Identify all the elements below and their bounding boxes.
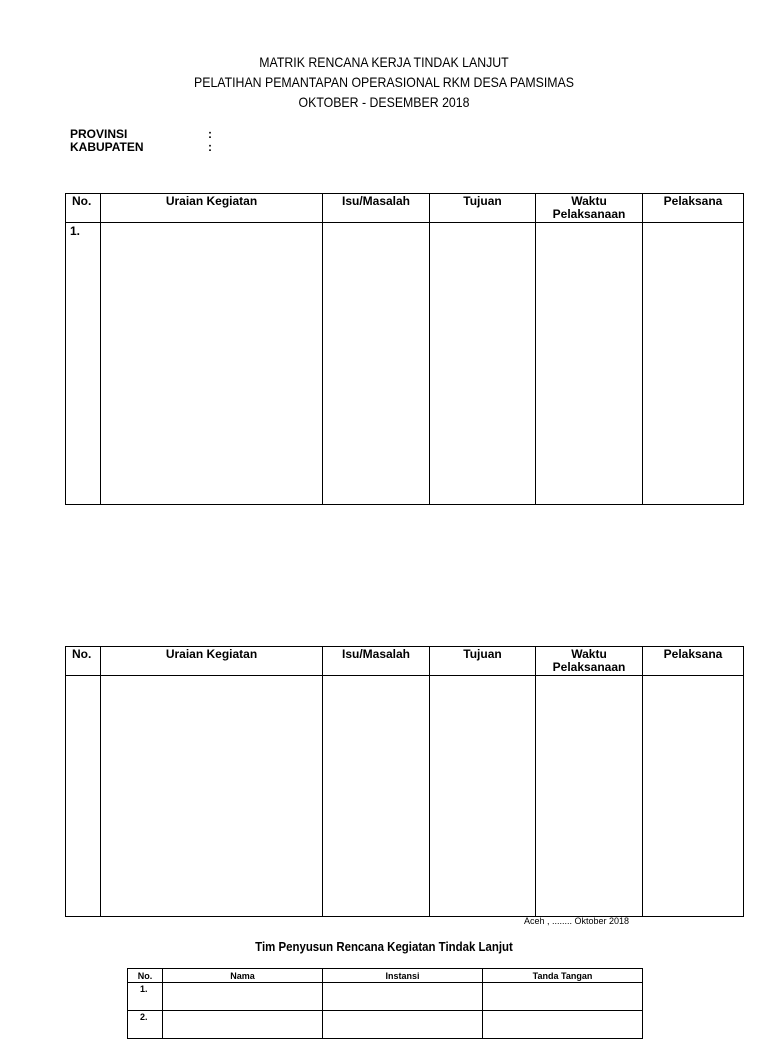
cell-isu-masalah xyxy=(323,223,430,505)
table-header-row xyxy=(66,194,744,223)
team-cell-instansi xyxy=(323,983,483,1011)
header-tujuan: Tujuan xyxy=(430,194,536,223)
table-row xyxy=(66,223,744,505)
team-row-number: 1. xyxy=(128,983,163,1011)
place-date: Aceh , ........ Oktober 2018 xyxy=(524,916,630,926)
table-row xyxy=(128,983,643,1011)
table-header-row xyxy=(66,647,744,676)
header-waktu-pelaksanaan: Waktu Pelaksanaan xyxy=(536,194,643,223)
title-line-2: PELATIHAN PEMANTAPAN OPERASIONAL RKM DESA PAMSIMAS xyxy=(194,74,574,90)
kabupaten-row xyxy=(70,141,212,154)
action-plan-table-2 xyxy=(65,646,744,917)
action-plan-table-1 xyxy=(65,193,744,505)
team-cell-nama xyxy=(163,1011,323,1039)
header-uraian-kegiatan: Uraian Kegiatan xyxy=(101,194,323,223)
cell-uraian-kegiatan xyxy=(101,676,323,917)
header-waktu-pelaksanaan: Waktu Pelaksanaan xyxy=(536,647,643,676)
header-isu-masalah: Isu/Masalah xyxy=(323,647,430,676)
team-header-instansi: Instansi xyxy=(323,969,483,983)
document-title xyxy=(46,52,722,112)
header-no: No. xyxy=(66,194,101,223)
header-pelaksana: Pelaksana xyxy=(643,647,744,676)
cell-isu-masalah xyxy=(323,676,430,917)
cell-waktu-pelaksanaan xyxy=(536,676,643,917)
provinsi-separator: : xyxy=(208,127,212,141)
team-header-tanda-tangan: Tanda Tangan xyxy=(483,969,643,983)
table-row xyxy=(128,1011,643,1039)
cell-tujuan xyxy=(430,223,536,505)
row-number: 1. xyxy=(66,223,101,505)
team-cell-instansi xyxy=(323,1011,483,1039)
table-row xyxy=(66,676,744,917)
cell-pelaksana xyxy=(643,676,744,917)
team-title: Tim Penyusun Rencana Kegiatan Tindak Lanjut xyxy=(255,939,513,954)
cell-uraian-kegiatan xyxy=(101,223,323,505)
cell-tujuan xyxy=(430,676,536,917)
kabupaten-label: KABUPATEN xyxy=(70,140,144,154)
provinsi-label: PROVINSI xyxy=(70,127,128,141)
header-pelaksana: Pelaksana xyxy=(643,194,744,223)
team-cell-nama xyxy=(163,983,323,1011)
team-signature-table xyxy=(127,968,643,1039)
header-tujuan: Tujuan xyxy=(430,647,536,676)
team-header-no: No. xyxy=(128,969,163,983)
kabupaten-separator: : xyxy=(208,140,212,154)
team-header-nama: Nama xyxy=(163,969,323,983)
cell-waktu-pelaksanaan xyxy=(536,223,643,505)
cell-pelaksana xyxy=(643,223,744,505)
row-number xyxy=(66,676,101,917)
team-row-number: 2. xyxy=(128,1011,163,1039)
meta-fields xyxy=(70,128,212,154)
team-cell-tanda-tangan xyxy=(483,983,643,1011)
team-cell-tanda-tangan xyxy=(483,1011,643,1039)
header-isu-masalah: Isu/Masalah xyxy=(323,194,430,223)
title-line-3: OKTOBER - DESEMBER 2018 xyxy=(298,94,470,110)
title-line-1: MATRIK RENCANA KERJA TINDAK LANJUT xyxy=(259,54,509,70)
team-header-row xyxy=(128,969,643,983)
header-no: No. xyxy=(66,647,101,676)
header-uraian-kegiatan: Uraian Kegiatan xyxy=(101,647,323,676)
